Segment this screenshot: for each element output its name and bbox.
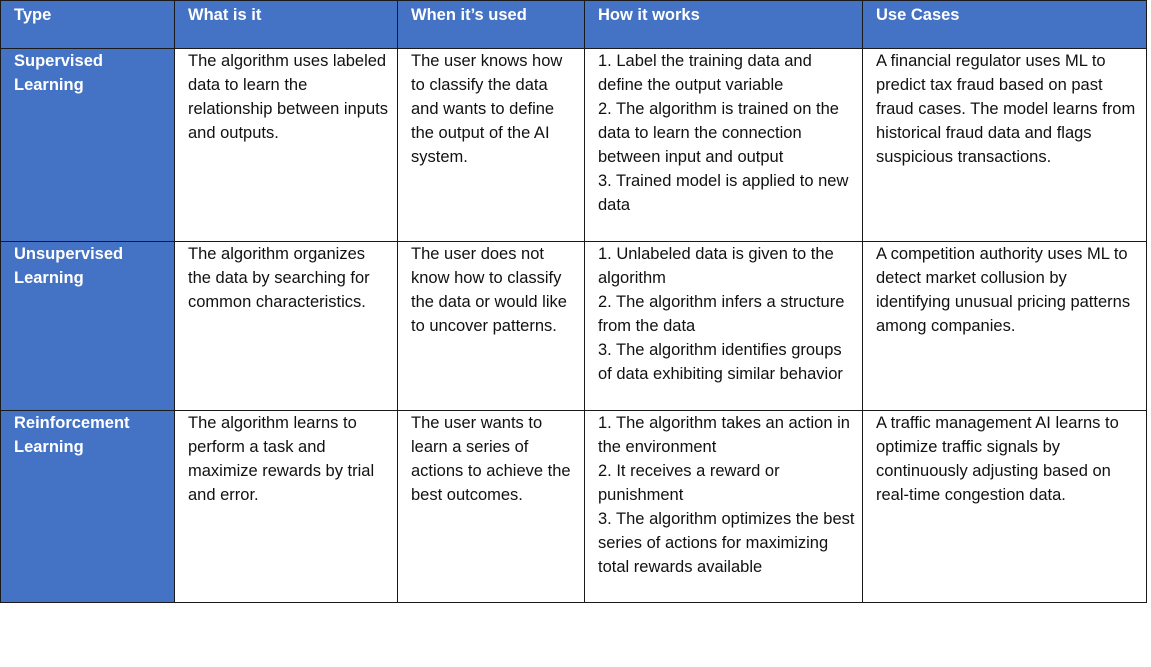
how-cell bbox=[585, 242, 863, 411]
when-cell: The user does not know how to classify the data or would like to uncover patterns. bbox=[398, 242, 585, 411]
when-cell: The user wants to learn a series of actions to achieve the best outcomes. bbox=[398, 411, 585, 603]
when-cell: The user knows how to classify the data and wants to define the output of the AI system. bbox=[398, 49, 585, 242]
table-row bbox=[1, 49, 1147, 242]
how-cell bbox=[585, 49, 863, 242]
table-row bbox=[1, 242, 1147, 411]
how-cell bbox=[585, 411, 863, 603]
how-step: 3. The algorithm optimizes the best series of actions for maximizing total rewards available bbox=[598, 510, 855, 576]
table-body bbox=[1, 49, 1147, 603]
what-cell: The algorithm learns to perform a task and maximize rewards by trial and error. bbox=[175, 411, 398, 603]
how-step: 2. The algorithm is trained on the data to learn the connection between input and output bbox=[598, 100, 839, 166]
use-case-cell: A competition authority uses ML to detect market collusion by identifying unusual pricing patterns among companies. bbox=[863, 242, 1147, 411]
how-step: 1. The algorithm takes an action in the environment bbox=[598, 414, 850, 456]
type-cell: Supervised Learning bbox=[1, 49, 175, 242]
table-header bbox=[1, 1, 1147, 49]
use-case-cell: A traffic management AI learns to optimize traffic signals by continuously adjusting based on real-time congestion data. bbox=[863, 411, 1147, 603]
use-case-cell: A financial regulator uses ML to predict tax fraud based on past fraud cases. The model learns from historical fraud data and flags suspicious transactions. bbox=[863, 49, 1147, 242]
how-step: 2. The algorithm infers a structure from the data bbox=[598, 293, 845, 335]
header-type: Type bbox=[1, 1, 175, 49]
header-when-used: When it’s used bbox=[398, 1, 585, 49]
header-how-it-works: How it works bbox=[585, 1, 863, 49]
header-what-is-it: What is it bbox=[175, 1, 398, 49]
header-use-cases: Use Cases bbox=[863, 1, 1147, 49]
how-step: 3. The algorithm identifies groups of data exhibiting similar behavior bbox=[598, 341, 843, 383]
how-step: 1. Unlabeled data is given to the algorithm bbox=[598, 245, 834, 287]
type-cell: Unsupervised Learning bbox=[1, 242, 175, 411]
header-row bbox=[1, 1, 1147, 49]
what-cell: The algorithm organizes the data by searching for common characteristics. bbox=[175, 242, 398, 411]
table-row bbox=[1, 411, 1147, 603]
how-step: 3. Trained model is applied to new data bbox=[598, 172, 849, 214]
type-cell: Reinforcement Learning bbox=[1, 411, 175, 603]
what-cell: The algorithm uses labeled data to learn the relationship between inputs and outputs. bbox=[175, 49, 398, 242]
how-step: 2. It receives a reward or punishment bbox=[598, 462, 780, 504]
how-step: 1. Label the training data and define the output variable bbox=[598, 52, 812, 94]
